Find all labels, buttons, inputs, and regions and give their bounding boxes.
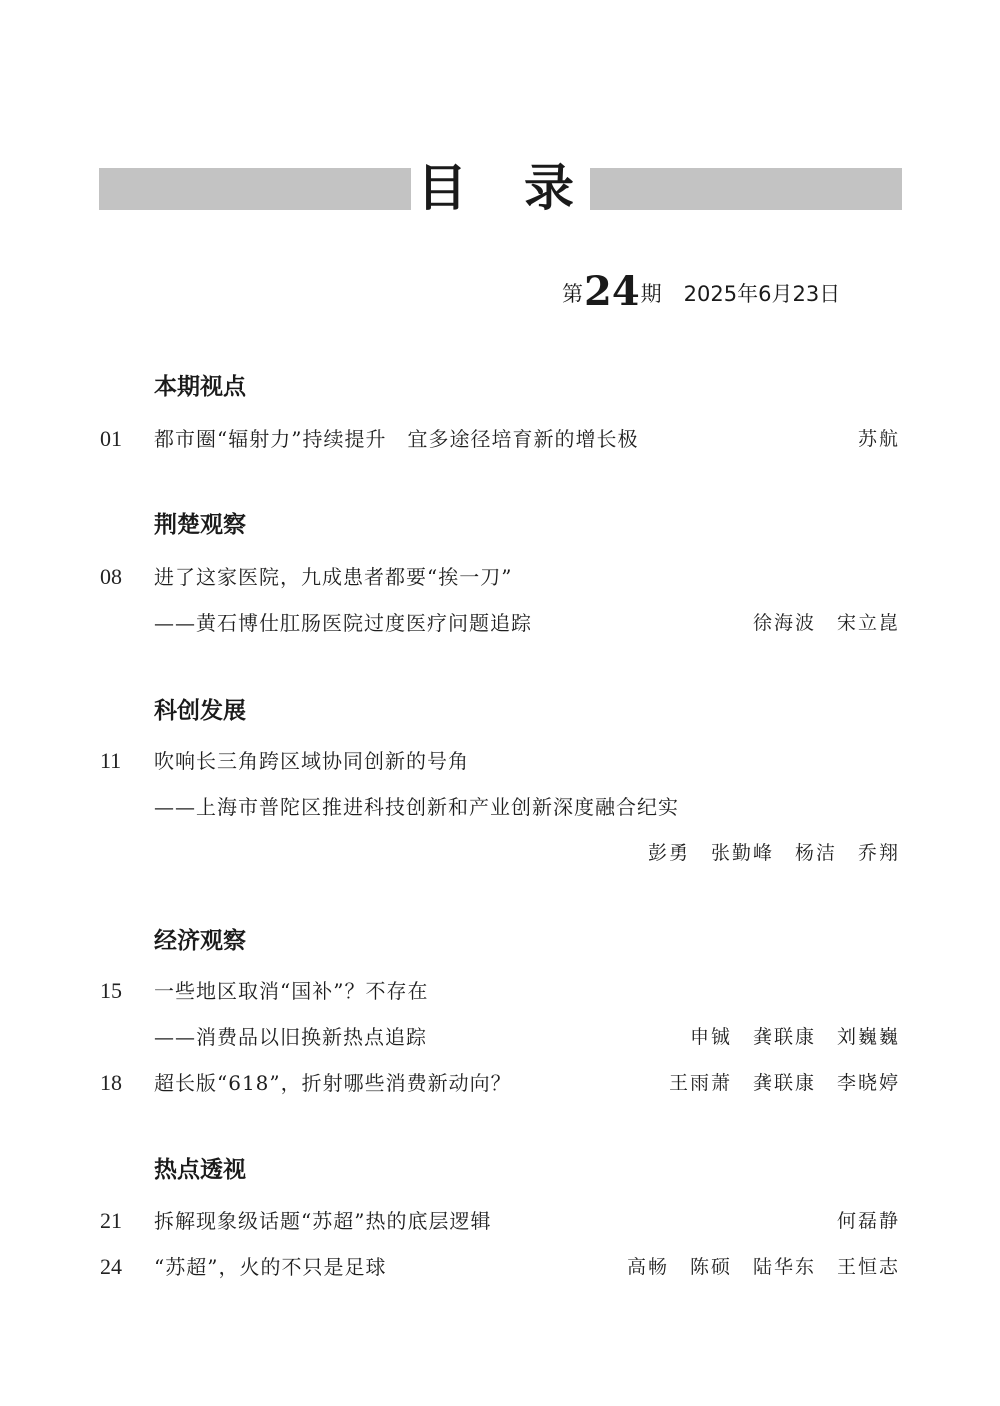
issue-date: 2025年6月23日 xyxy=(683,282,841,306)
issue-suffix: 期 xyxy=(640,282,662,306)
entry-authors: 彭勇 张勤峰 杨洁 乔翔 xyxy=(647,842,900,864)
entry-page-number: 08 xyxy=(100,564,122,589)
entry-authors: 苏航 xyxy=(857,428,900,450)
entry-subtitle: ——黄石博仕肛肠医院过度医疗问题追踪 xyxy=(154,611,532,635)
toc-entry-subline[interactable] xyxy=(0,792,1000,822)
entry-title: 都市圈“辐射力”持续提升 宜多途径培育新的增长极 xyxy=(154,427,639,451)
toc-entry[interactable] xyxy=(0,1206,1000,1236)
page-title-char-1: 目 xyxy=(417,159,467,217)
entry-authors: 徐海波 宋立崑 xyxy=(752,612,900,634)
entry-title: “苏超”，火的不只是足球 xyxy=(154,1255,387,1279)
entry-title: 一些地区取消“国补”？不存在 xyxy=(154,979,429,1003)
section-title: 荆楚观察 xyxy=(154,512,246,538)
entry-page-number: 01 xyxy=(100,426,122,451)
toc-entry[interactable] xyxy=(0,1068,1000,1098)
section-title: 热点透视 xyxy=(154,1157,246,1183)
toc-entry[interactable] xyxy=(0,424,1000,454)
header-bar-left xyxy=(99,168,411,210)
toc-entry[interactable] xyxy=(0,746,1000,776)
section-title: 经济观察 xyxy=(154,928,246,954)
section-title: 本期视点 xyxy=(154,374,246,400)
section-title: 科创发展 xyxy=(154,698,246,724)
entry-page-number: 24 xyxy=(100,1254,122,1279)
entry-subtitle: ——消费品以旧换新热点追踪 xyxy=(154,1025,427,1049)
entry-authors: 王雨萧 龚联康 李晓婷 xyxy=(668,1072,900,1094)
toc-entry-subline[interactable] xyxy=(0,608,1000,638)
toc-entry-authorline[interactable] xyxy=(0,838,1000,868)
entry-title: 超长版“618”，折射哪些消费新动向？ xyxy=(154,1071,512,1095)
entry-page-number: 21 xyxy=(100,1208,122,1233)
toc-entry-subline[interactable] xyxy=(0,1022,1000,1052)
toc-entry[interactable] xyxy=(0,562,1000,592)
page-title-char-2: 录 xyxy=(524,159,574,217)
toc-entry[interactable] xyxy=(0,976,1000,1006)
entry-subtitle: ——上海市普陀区推进科技创新和产业创新深度融合纪实 xyxy=(154,795,679,819)
entry-page-number: 18 xyxy=(100,1070,122,1095)
issue-prefix: 第 xyxy=(562,282,583,306)
entry-page-number: 15 xyxy=(100,978,122,1003)
issue-number: 24 xyxy=(584,268,640,315)
entry-authors: 何磊静 xyxy=(836,1210,900,1232)
entry-page-number: 11 xyxy=(100,748,122,773)
issue-line xyxy=(562,268,840,315)
entry-title: 吹响长三角跨区域协同创新的号角 xyxy=(154,749,469,773)
entry-title: 进了这家医院，九成患者都要“挨一刀” xyxy=(154,565,513,589)
entry-authors: 高畅 陈硕 陆华东 王恒志 xyxy=(626,1256,900,1278)
entry-title: 拆解现象级话题“苏超”热的底层逻辑 xyxy=(154,1209,492,1233)
header-bar-right xyxy=(590,168,902,210)
entry-authors: 申铖 龚联康 刘巍巍 xyxy=(689,1026,900,1048)
toc-entry[interactable] xyxy=(0,1252,1000,1282)
